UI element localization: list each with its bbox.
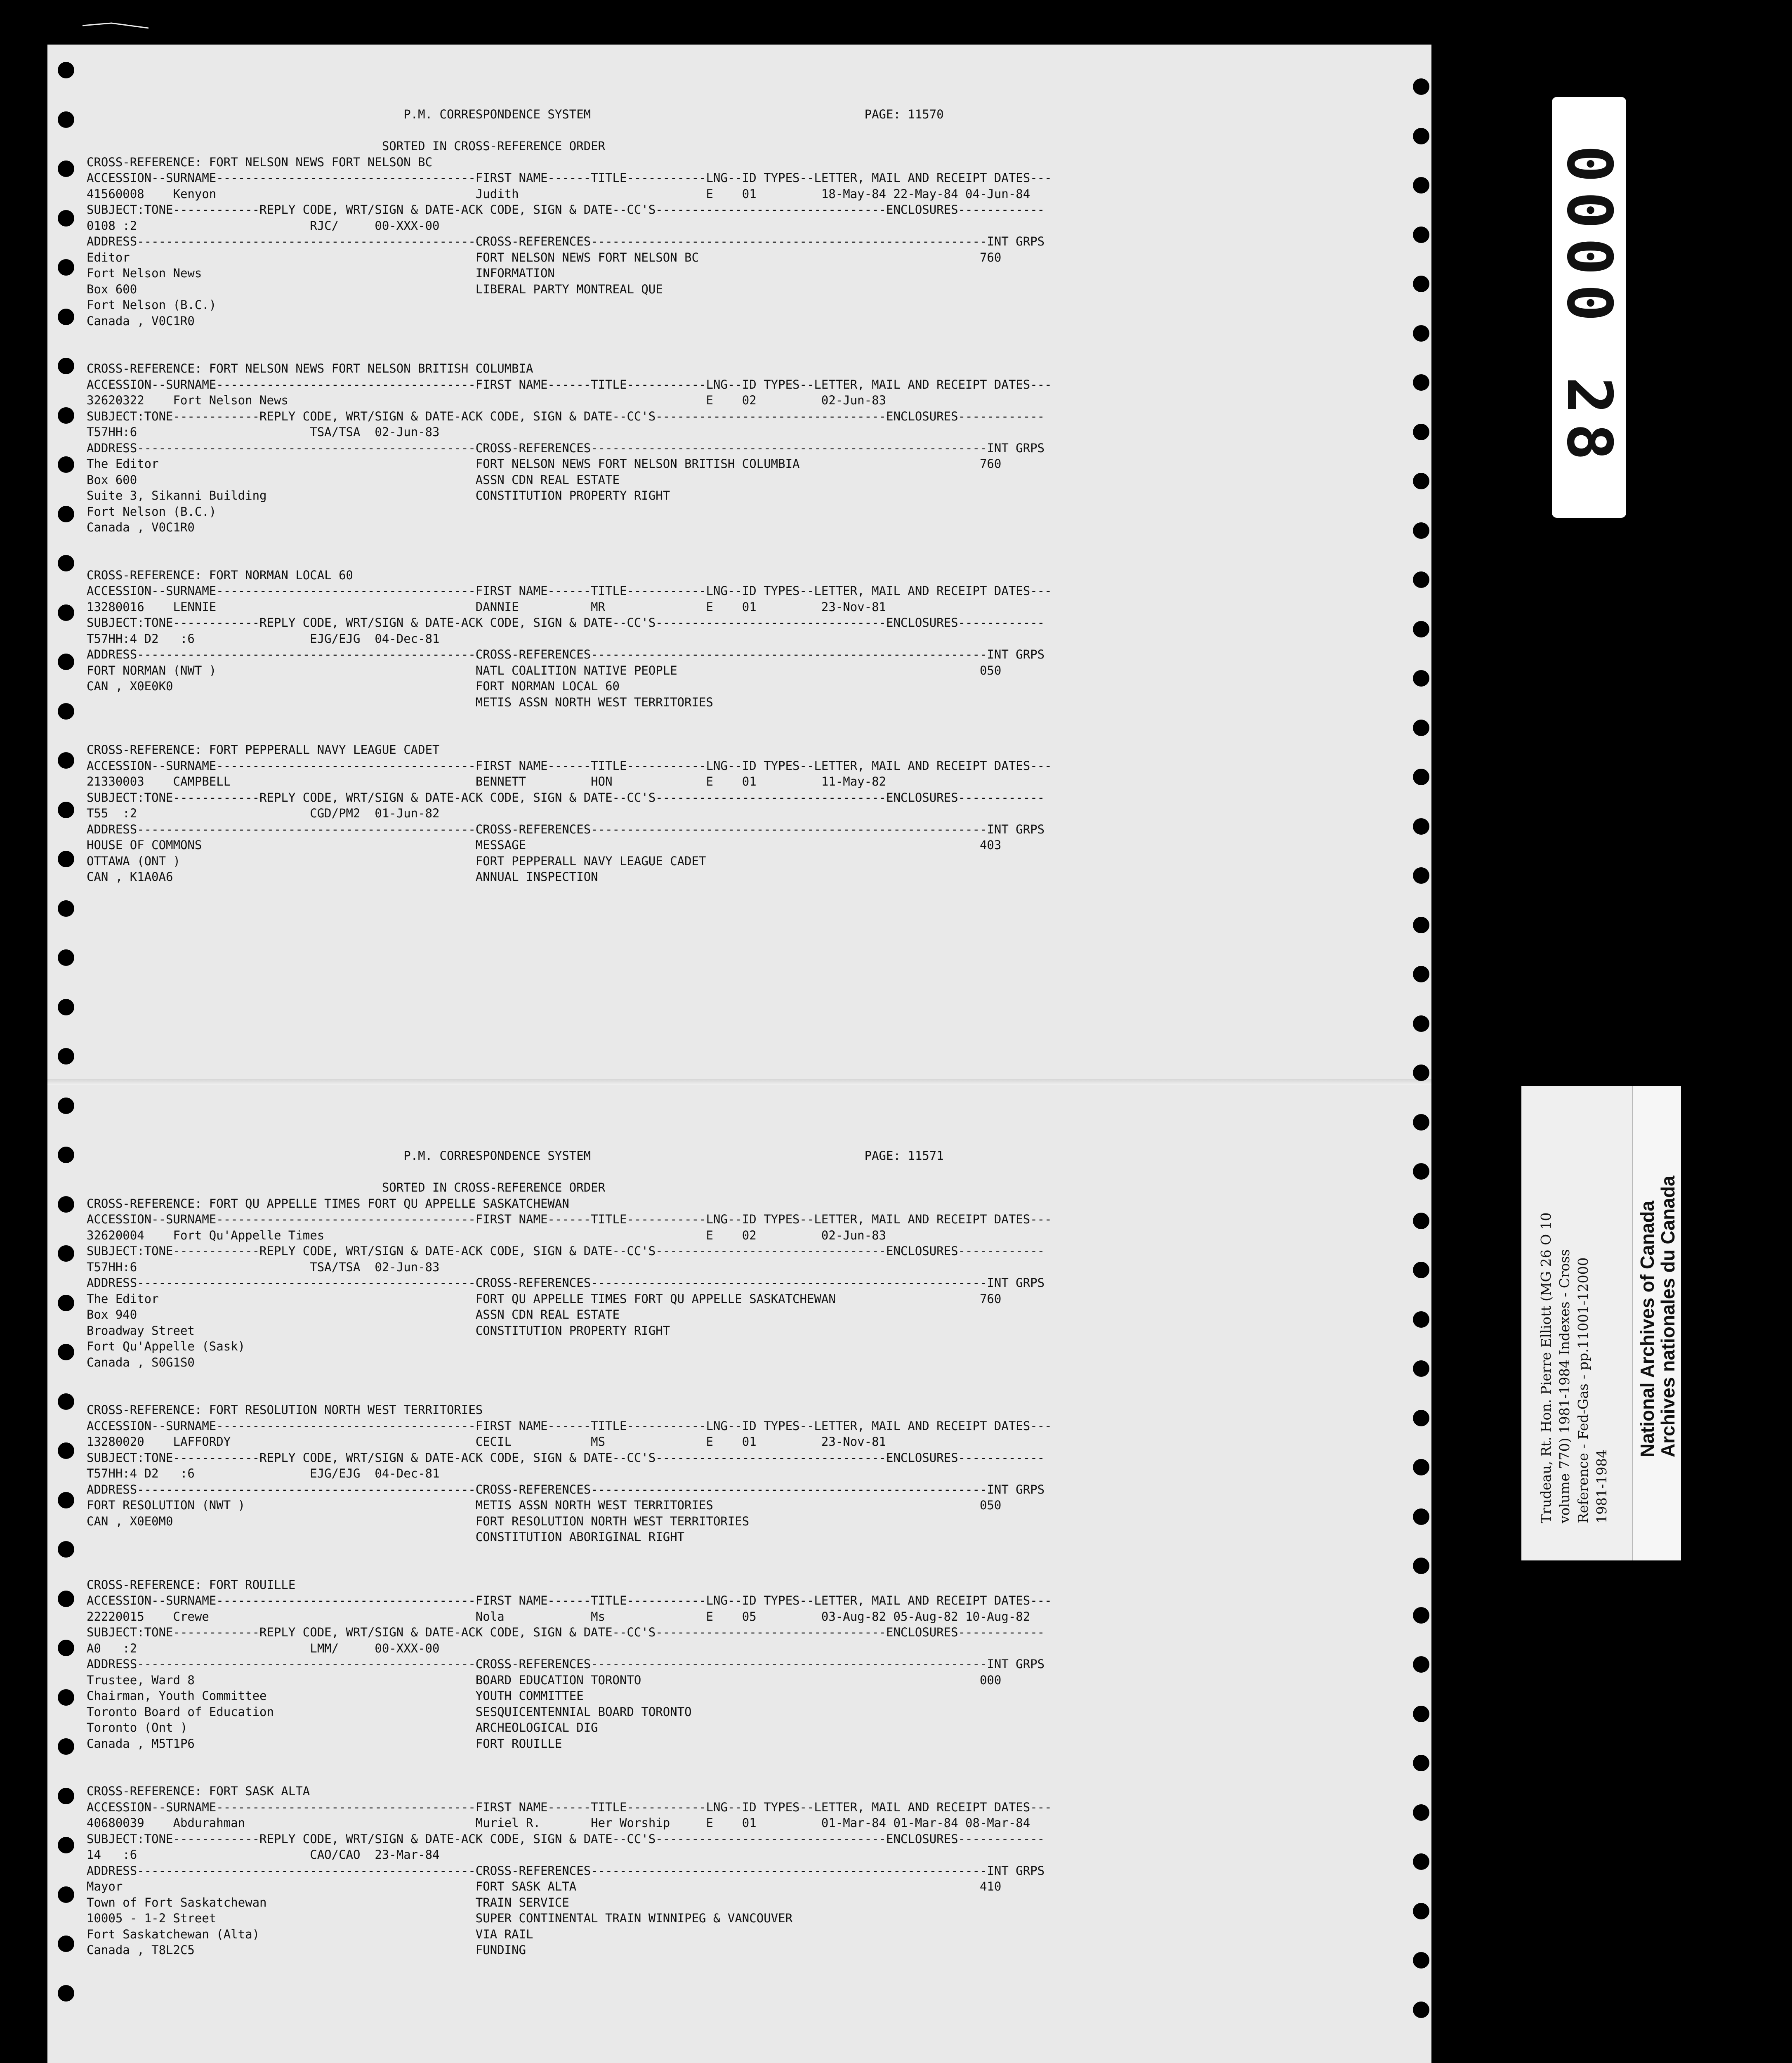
printout-line: Suite 3, Sikanni Building CONSTITUTION PROPERTY RIGHT: [87, 489, 670, 503]
printout-line: ADDRESS-----------------------------------------------CROSS-REFERENCES-------------------------------------------------------INT GRPS: [87, 1863, 1045, 1878]
sprocket-hole: [58, 555, 74, 571]
printout-line: SUBJECT:TONE------------REPLY CODE, WRT/SIGN & DATE-ACK CODE, SIGN & DATE--CC'S--------------------------------ENCLOSURES------------: [87, 409, 1045, 423]
printout-line: SORTED IN CROSS-REFERENCE ORDER: [87, 1180, 606, 1194]
printout-line: CAN , X0E0M0 FORT RESOLUTION NORTH WEST TERRITORIES: [87, 1514, 750, 1528]
sprocket-hole: [58, 1196, 74, 1213]
sprocket-hole: [1413, 424, 1429, 440]
printout-line: ACCESSION--SURNAME------------------------------------FIRST NAME------TITLE-----------LNG--ID TYPES--LETTER, MAIL AND RECEIPT DATES---: [87, 758, 1052, 773]
printout-line: Canada , T8L2C5 FUNDING: [87, 1943, 526, 1957]
printout-line: SUBJECT:TONE------------REPLY CODE, WRT/SIGN & DATE-ACK CODE, SIGN & DATE--CC'S--------------------------------ENCLOSURES------------: [87, 616, 1045, 630]
printout-line: OTTAWA (ONT ) FORT PEPPERALL NAVY LEAGUE CADET: [87, 854, 706, 868]
sprocket-hole: [58, 1492, 74, 1508]
sprocket-hole: [58, 1147, 74, 1163]
printout-line: 0108 :2 RJC/ 00-XXX-00: [87, 218, 440, 233]
sprocket-hole: [58, 1098, 74, 1114]
printout-line: CROSS-REFERENCE: FORT RESOLUTION NORTH WEST TERRITORIES: [87, 1403, 483, 1417]
printout-line: 14 :6 CAO/CAO 23-Mar-84: [87, 1848, 440, 1862]
printout-line: Box 940 ASSN CDN REAL ESTATE: [87, 1308, 620, 1322]
sprocket-hole: [1413, 769, 1429, 785]
sprocket-hole: [1413, 1311, 1429, 1328]
printout-line: METIS ASSN NORTH WEST TERRITORIES: [87, 695, 713, 709]
card-line-1: Trudeau, Rt. Hon. Pierre Elliott (MG 26 O 10: [1538, 1212, 1554, 1523]
printout-line: [87, 551, 1052, 567]
printout-line: 22220015 Crewe Nola Ms E 05 03-Aug-82 05-Aug-82 10-Aug-82: [87, 1609, 1030, 1624]
sprocket-hole: [58, 1837, 74, 1853]
sprocket-hole: [1413, 1804, 1429, 1821]
sprocket-hole: [1413, 2002, 1429, 2018]
frame-number: 0000 28: [1553, 145, 1625, 470]
sprocket-hole: [58, 1245, 74, 1262]
sprocket-hole: [1413, 1508, 1429, 1525]
printout-line: CROSS-REFERENCE: FORT NELSON NEWS FORT NELSON BC: [87, 155, 433, 169]
sprocket-hole: [1413, 522, 1429, 539]
printout-line: 21330003 CAMPBELL BENNETT HON E 01 11-May-82: [87, 774, 887, 788]
sprocket-hole: [1413, 1706, 1429, 1722]
printout-line: P.M. CORRESPONDENCE SYSTEM PAGE: 11571: [87, 1149, 944, 1163]
tractor-feed-holes-right: [1413, 62, 1431, 2063]
printout-line: CROSS-REFERENCE: FORT SASK ALTA: [87, 1784, 310, 1798]
printout-line: 41560008 Kenyon Judith E 01 18-May-84 22-May-84 04-Jun-84: [87, 186, 1030, 201]
printout-line: Fort Nelson (B.C.): [87, 504, 217, 519]
printout-line: CROSS-REFERENCE: FORT NORMAN LOCAL 60: [87, 568, 354, 582]
sprocket-hole: [1413, 1755, 1429, 1771]
sprocket-hole: [1413, 1015, 1429, 1032]
printout-line: T57HH:4 D2 :6 EJG/EJG 04-Dec-81: [87, 1466, 440, 1480]
printout-line: FORT RESOLUTION (NWT ) METIS ASSN NORTH WEST TERRITORIES 050: [87, 1498, 1002, 1512]
sprocket-hole: [1413, 1558, 1429, 1574]
sprocket-hole: [58, 1788, 74, 1804]
sprocket-hole: [1413, 1853, 1429, 1870]
printout-line: [87, 1370, 1052, 1386]
sprocket-hole: [1413, 1459, 1429, 1475]
printout-line: Fort Saskatchewan (Alta) VIA RAIL: [87, 1927, 533, 1941]
printout-line: Canada , V0C1R0: [87, 314, 195, 328]
printout-line: CROSS-REFERENCE: FORT QU APPELLE TIMES FORT QU APPELLE SASKATCHEWAN: [87, 1196, 569, 1211]
sprocket-hole: [1413, 1656, 1429, 1673]
sprocket-hole: [1413, 473, 1429, 489]
printout-line: [87, 710, 1052, 726]
sprocket-hole: [58, 161, 74, 177]
sprocket-hole: [1413, 867, 1429, 884]
sprocket-hole: [1413, 1952, 1429, 1969]
sprocket-hole: [58, 1591, 74, 1607]
sprocket-hole: [58, 1541, 74, 1558]
sprocket-hole: [58, 999, 74, 1015]
printout-line: Broadway Street CONSTITUTION PROPERTY RIGHT: [87, 1323, 670, 1338]
printout-line: [87, 329, 1052, 345]
sprocket-hole: [1413, 1903, 1429, 1919]
printout-line: Canada , V0C1R0: [87, 520, 195, 534]
sprocket-hole: [58, 62, 74, 78]
printout-line: SUBJECT:TONE------------REPLY CODE, WRT/SIGN & DATE-ACK CODE, SIGN & DATE--CC'S--------------------------------ENCLOSURES------------: [87, 790, 1045, 805]
sprocket-hole: [1413, 1607, 1429, 1624]
sprocket-hole: [1413, 1410, 1429, 1426]
printout-line: Toronto (Ont ) ARCHEOLOGICAL DIG: [87, 1721, 598, 1735]
printout-line: Fort Nelson News INFORMATION: [87, 266, 555, 280]
printout-line: SUBJECT:TONE------------REPLY CODE, WRT/SIGN & DATE-ACK CODE, SIGN & DATE--CC'S--------------------------------ENCLOSURES------------: [87, 1244, 1045, 1258]
printout-line: Box 600 LIBERAL PARTY MONTREAL QUE: [87, 282, 663, 296]
sprocket-hole: [58, 358, 74, 374]
sprocket-hole: [1413, 325, 1429, 342]
printout-line: CROSS-REFERENCE: FORT PEPPERALL NAVY LEAGUE CADET: [87, 743, 440, 757]
sprocket-hole: [1413, 621, 1429, 637]
printout-line: Canada , S0G1S0: [87, 1355, 195, 1369]
printout-line: HOUSE OF COMMONS MESSAGE 403: [87, 838, 1002, 852]
printout-line: SUBJECT:TONE------------REPLY CODE, WRT/SIGN & DATE-ACK CODE, SIGN & DATE--CC'S--------------------------------ENCLOSURES------------: [87, 203, 1045, 217]
printout-line: 40680039 Abdurahman Muriel R. Her Worship E 01 01-Mar-84 01-Mar-84 08-Mar-84: [87, 1816, 1030, 1830]
sprocket-hole: [58, 111, 74, 128]
sprocket-hole: [1413, 374, 1429, 391]
printout-line: [87, 1561, 1052, 1577]
sprocket-hole: [1413, 1114, 1429, 1131]
sprocket-hole: [58, 506, 74, 522]
sprocket-hole: [1413, 720, 1429, 736]
printout-line: 13280016 LENNIE DANNIE MR E 01 23-Nov-81: [87, 600, 887, 614]
printout-line: ACCESSION--SURNAME------------------------------------FIRST NAME------TITLE-----------LNG--ID TYPES--LETTER, MAIL AND RECEIPT DATES---: [87, 1419, 1052, 1433]
sprocket-hole: [58, 900, 74, 917]
sprocket-hole: [1413, 670, 1429, 687]
printout-line: T57HH:6 TSA/TSA 02-Jun-83: [87, 425, 440, 439]
printout-line: ACCESSION--SURNAME------------------------------------FIRST NAME------TITLE-----------LNG--ID TYPES--LETTER, MAIL AND RECEIPT DATES---: [87, 1593, 1052, 1607]
printout-line: ADDRESS-----------------------------------------------CROSS-REFERENCES-------------------------------------------------------INT GRPS: [87, 1276, 1045, 1290]
sprocket-hole: [1413, 966, 1429, 982]
sprocket-hole: [1413, 1213, 1429, 1229]
sprocket-hole: [58, 210, 74, 227]
sprocket-hole: [1413, 1360, 1429, 1377]
sprocket-hole: [58, 703, 74, 720]
printout-line: 13280020 LAFFORDY CECIL MS E 01 23-Nov-81: [87, 1435, 887, 1449]
printout-line: P.M. CORRESPONDENCE SYSTEM PAGE: 11570: [87, 107, 944, 121]
sprocket-hole: [58, 1936, 74, 1952]
card-line-3: Reference - Fed-Gas - pp.11001-12000: [1575, 1257, 1591, 1523]
printout-line: SUBJECT:TONE------------REPLY CODE, WRT/SIGN & DATE-ACK CODE, SIGN & DATE--CC'S--------------------------------ENCLOSURES------------: [87, 1625, 1045, 1639]
printout-line: Box 600 ASSN CDN REAL ESTATE: [87, 472, 620, 487]
printout-line: [87, 1751, 1052, 1768]
sprocket-hole: [58, 1048, 74, 1065]
printout-line: ADDRESS-----------------------------------------------CROSS-REFERENCES-------------------------------------------------------INT GRPS: [87, 441, 1045, 455]
printout-line: Town of Fort Saskatchewan TRAIN SERVICE: [87, 1895, 569, 1910]
printout-line: Editor FORT NELSON NEWS FORT NELSON BC 760: [87, 250, 1002, 264]
card-line-4: 1981-1984: [1594, 1449, 1610, 1523]
archive-reference-card: [1521, 1086, 1680, 1560]
sprocket-hole: [1413, 276, 1429, 292]
printout-line: Fort Nelson (B.C.): [87, 298, 217, 312]
printout-line: 32620322 Fort Nelson News E 02 02-Jun-83: [87, 393, 887, 407]
corner-mark: [83, 21, 149, 30]
sprocket-hole: [58, 752, 74, 769]
printout-line: FORT NORMAN (NWT ) NATL COALITION NATIVE PEOPLE 050: [87, 663, 1002, 677]
printout-line: The Editor FORT QU APPELLE TIMES FORT QU APPELLE SASKATCHEWAN 760: [87, 1291, 1002, 1306]
printout-line: [87, 1545, 1052, 1561]
printout-line: T57HH:6 TSA/TSA 02-Jun-83: [87, 1260, 440, 1274]
sprocket-hole: [58, 1295, 74, 1311]
printout-line: [87, 345, 1052, 361]
printout-line: Toronto Board of Education SESQUICENTENNIAL BOARD TORONTO: [87, 1704, 692, 1719]
printout-line: [87, 536, 1052, 552]
printout-line: ACCESSION--SURNAME------------------------------------FIRST NAME------TITLE-----------LNG--ID TYPES--LETTER, MAIL AND RECEIPT DATES---: [87, 1800, 1052, 1814]
sprocket-hole: [1413, 571, 1429, 588]
printout-line: 32620004 Fort Qu'Appelle Times E 02 02-Jun-83: [87, 1228, 887, 1242]
page-perforation: [47, 1079, 1431, 1085]
printout-line: [87, 1164, 1052, 1180]
printout-line: CROSS-REFERENCE: FORT NELSON NEWS FORT NELSON BRITISH COLUMBIA: [87, 361, 533, 375]
printout-line: CROSS-REFERENCE: FORT ROUILLE: [87, 1577, 296, 1592]
sprocket-hole: [58, 802, 74, 818]
printout-line: SORTED IN CROSS-REFERENCE ORDER: [87, 139, 606, 153]
printout-line: T57HH:4 D2 :6 EJG/EJG 04-Dec-81: [87, 631, 440, 646]
sprocket-hole: [58, 1393, 74, 1410]
printout-line: Mayor FORT SASK ALTA 410: [87, 1879, 1002, 1893]
printout-line: [87, 726, 1052, 742]
printout-line: 10005 - 1-2 Street SUPER CONTINENTAL TRAIN WINNIPEG & VANCOUVER: [87, 1911, 793, 1925]
printout-line: ADDRESS-----------------------------------------------CROSS-REFERENCES-------------------------------------------------------INT GRPS: [87, 234, 1045, 248]
printout-line: CAN , K1A0A6 ANNUAL INSPECTION: [87, 870, 598, 884]
sprocket-hole: [1413, 818, 1429, 835]
sprocket-hole: [1413, 78, 1429, 95]
printout-line: SUBJECT:TONE------------REPLY CODE, WRT/SIGN & DATE-ACK CODE, SIGN & DATE--CC'S--------------------------------ENCLOSURES------------: [87, 1450, 1045, 1465]
sprocket-hole: [1413, 1262, 1429, 1278]
printout-line: The Editor FORT NELSON NEWS FORT NELSON BRITISH COLUMBIA 760: [87, 457, 1002, 471]
card-line-2: volume 770) 1981-1984 Indexes - Cross: [1556, 1249, 1573, 1523]
sprocket-hole: [1413, 128, 1429, 144]
sprocket-hole: [58, 1689, 74, 1706]
sprocket-hole: [58, 604, 74, 621]
institution-name-fr: Archives nationales du Canada: [1657, 1175, 1679, 1457]
printout-line: Chairman, Youth Committee YOUTH COMMITTEE: [87, 1689, 584, 1703]
sprocket-hole: [58, 1886, 74, 1903]
sprocket-hole: [1413, 1163, 1429, 1180]
printout-line: Trustee, Ward 8 BOARD EDUCATION TORONTO 000: [87, 1673, 1002, 1687]
printout-line: ADDRESS-----------------------------------------------CROSS-REFERENCES-------------------------------------------------------INT GRPS: [87, 647, 1045, 661]
page-11571: [87, 1148, 1052, 1958]
frame-number-tag: [1552, 97, 1626, 518]
sprocket-hole: [58, 1738, 74, 1755]
sprocket-hole: [58, 309, 74, 325]
printout-line: ACCESSION--SURNAME------------------------------------FIRST NAME------TITLE-----------LNG--ID TYPES--LETTER, MAIL AND RECEIPT DATES---: [87, 171, 1052, 185]
page-11570: [87, 106, 1052, 885]
sprocket-hole: [58, 1640, 74, 1656]
printout-line: ACCESSION--SURNAME------------------------------------FIRST NAME------TITLE-----------LNG--ID TYPES--LETTER, MAIL AND RECEIPT DATES---: [87, 377, 1052, 392]
printout-line: ADDRESS-----------------------------------------------CROSS-REFERENCES-------------------------------------------------------INT GRPS: [87, 1482, 1045, 1497]
sprocket-hole: [58, 949, 74, 966]
printout-line: ACCESSION--SURNAME------------------------------------FIRST NAME------TITLE-----------LNG--ID TYPES--LETTER, MAIL AND RECEIPT DATES---: [87, 1212, 1052, 1226]
printout-line: CONSTITUTION ABORIGINAL RIGHT: [87, 1530, 685, 1544]
sprocket-hole: [58, 456, 74, 473]
sprocket-hole: [58, 407, 74, 424]
sprocket-hole: [1413, 227, 1429, 243]
tractor-feed-holes-left: [58, 62, 76, 2063]
printout-line: [87, 1768, 1052, 1784]
sprocket-hole: [58, 1985, 74, 2002]
sprocket-hole: [58, 1442, 74, 1459]
sprocket-hole: [58, 654, 74, 670]
printout-line: SUBJECT:TONE------------REPLY CODE, WRT/SIGN & DATE-ACK CODE, SIGN & DATE--CC'S--------------------------------ENCLOSURES------------: [87, 1832, 1045, 1846]
printout-line: CAN , X0E0K0 FORT NORMAN LOCAL 60: [87, 679, 620, 693]
printout-line: Fort Qu'Appelle (Sask): [87, 1339, 245, 1353]
sprocket-hole: [58, 259, 74, 276]
printout-line: ADDRESS-----------------------------------------------CROSS-REFERENCES-------------------------------------------------------INT GRPS: [87, 1657, 1045, 1671]
institution-name-en: National Archives of Canada: [1636, 1200, 1658, 1457]
sprocket-hole: [58, 1344, 74, 1360]
printout-line: [87, 1386, 1052, 1402]
printout-line: [87, 123, 1052, 139]
printout-line: Canada , M5T1P6 FORT ROUILLE: [87, 1736, 562, 1751]
sprocket-hole: [1413, 177, 1429, 194]
printout-line: ACCESSION--SURNAME------------------------------------FIRST NAME------TITLE-----------LNG--ID TYPES--LETTER, MAIL AND RECEIPT DATES---: [87, 584, 1052, 598]
printout-line: ADDRESS-----------------------------------------------CROSS-REFERENCES-------------------------------------------------------INT GRPS: [87, 822, 1045, 836]
printout-line: A0 :2 LMM/ 00-XXX-00: [87, 1641, 440, 1655]
printout-line: T55 :2 CGD/PM2 01-Jun-82: [87, 806, 440, 820]
sprocket-hole: [1413, 1065, 1429, 1081]
sprocket-hole: [58, 851, 74, 867]
sprocket-hole: [1413, 917, 1429, 933]
